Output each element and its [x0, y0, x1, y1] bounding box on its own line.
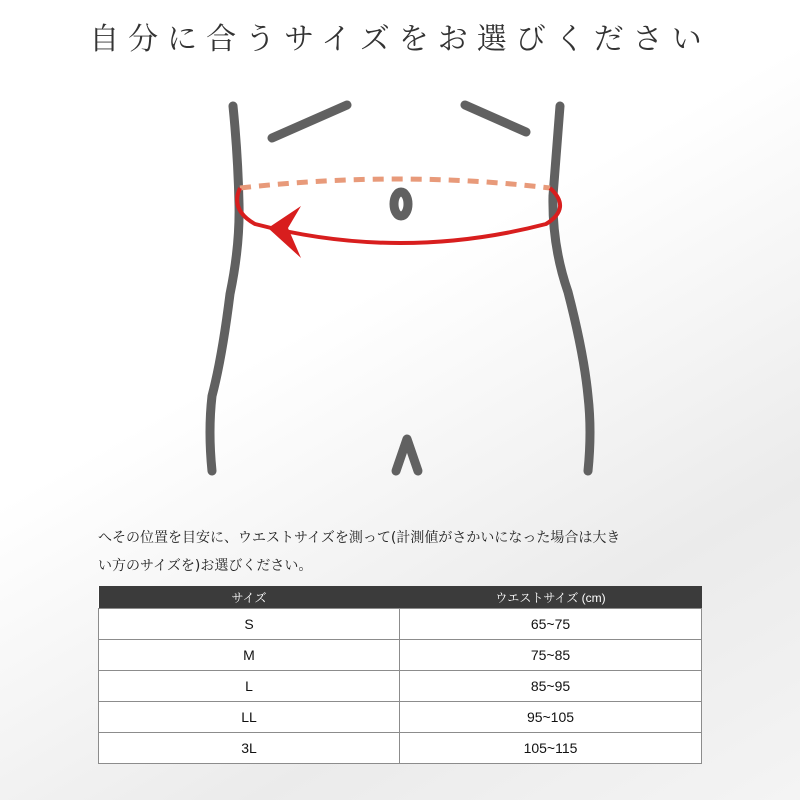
table-row: [99, 702, 702, 733]
right-rib-line: [465, 105, 526, 132]
torso-right-outline: [553, 106, 590, 471]
instruction-line-1: へその位置を目安に、ウエストサイズを測って(計測値がさかいになった場合は大き: [98, 530, 621, 546]
measure-instruction: [98, 524, 718, 580]
size-cell: LL: [99, 702, 400, 733]
navel-icon: [394, 192, 408, 216]
size-cell: S: [99, 609, 400, 640]
waist-cell: 105~115: [400, 733, 702, 764]
waist-cell: 65~75: [400, 609, 702, 640]
crotch-mark: [396, 439, 418, 471]
size-table: [98, 586, 702, 764]
table-row: [99, 609, 702, 640]
header-waist: ウエストサイズ (cm): [400, 586, 702, 609]
torso-left-outline: [210, 106, 239, 471]
table-row: [99, 671, 702, 702]
size-cell: 3L: [99, 733, 400, 764]
header-size: サイズ: [99, 586, 400, 609]
instruction-line-2: い方のサイズを)お選びください。: [98, 558, 313, 574]
size-cell: M: [99, 640, 400, 671]
table-row: [99, 640, 702, 671]
left-rib-line: [272, 105, 347, 138]
waist-cell: 95~105: [400, 702, 702, 733]
table-row: [99, 733, 702, 764]
waist-cell: 85~95: [400, 671, 702, 702]
waist-cell: 75~85: [400, 640, 702, 671]
waist-measurement-illustration: [200, 96, 600, 486]
waist-back-dashed-line: [240, 179, 550, 188]
page-title: 自分に合うサイズをお選びください: [89, 22, 711, 57]
size-cell: L: [99, 671, 400, 702]
table-header-row: [99, 586, 702, 609]
